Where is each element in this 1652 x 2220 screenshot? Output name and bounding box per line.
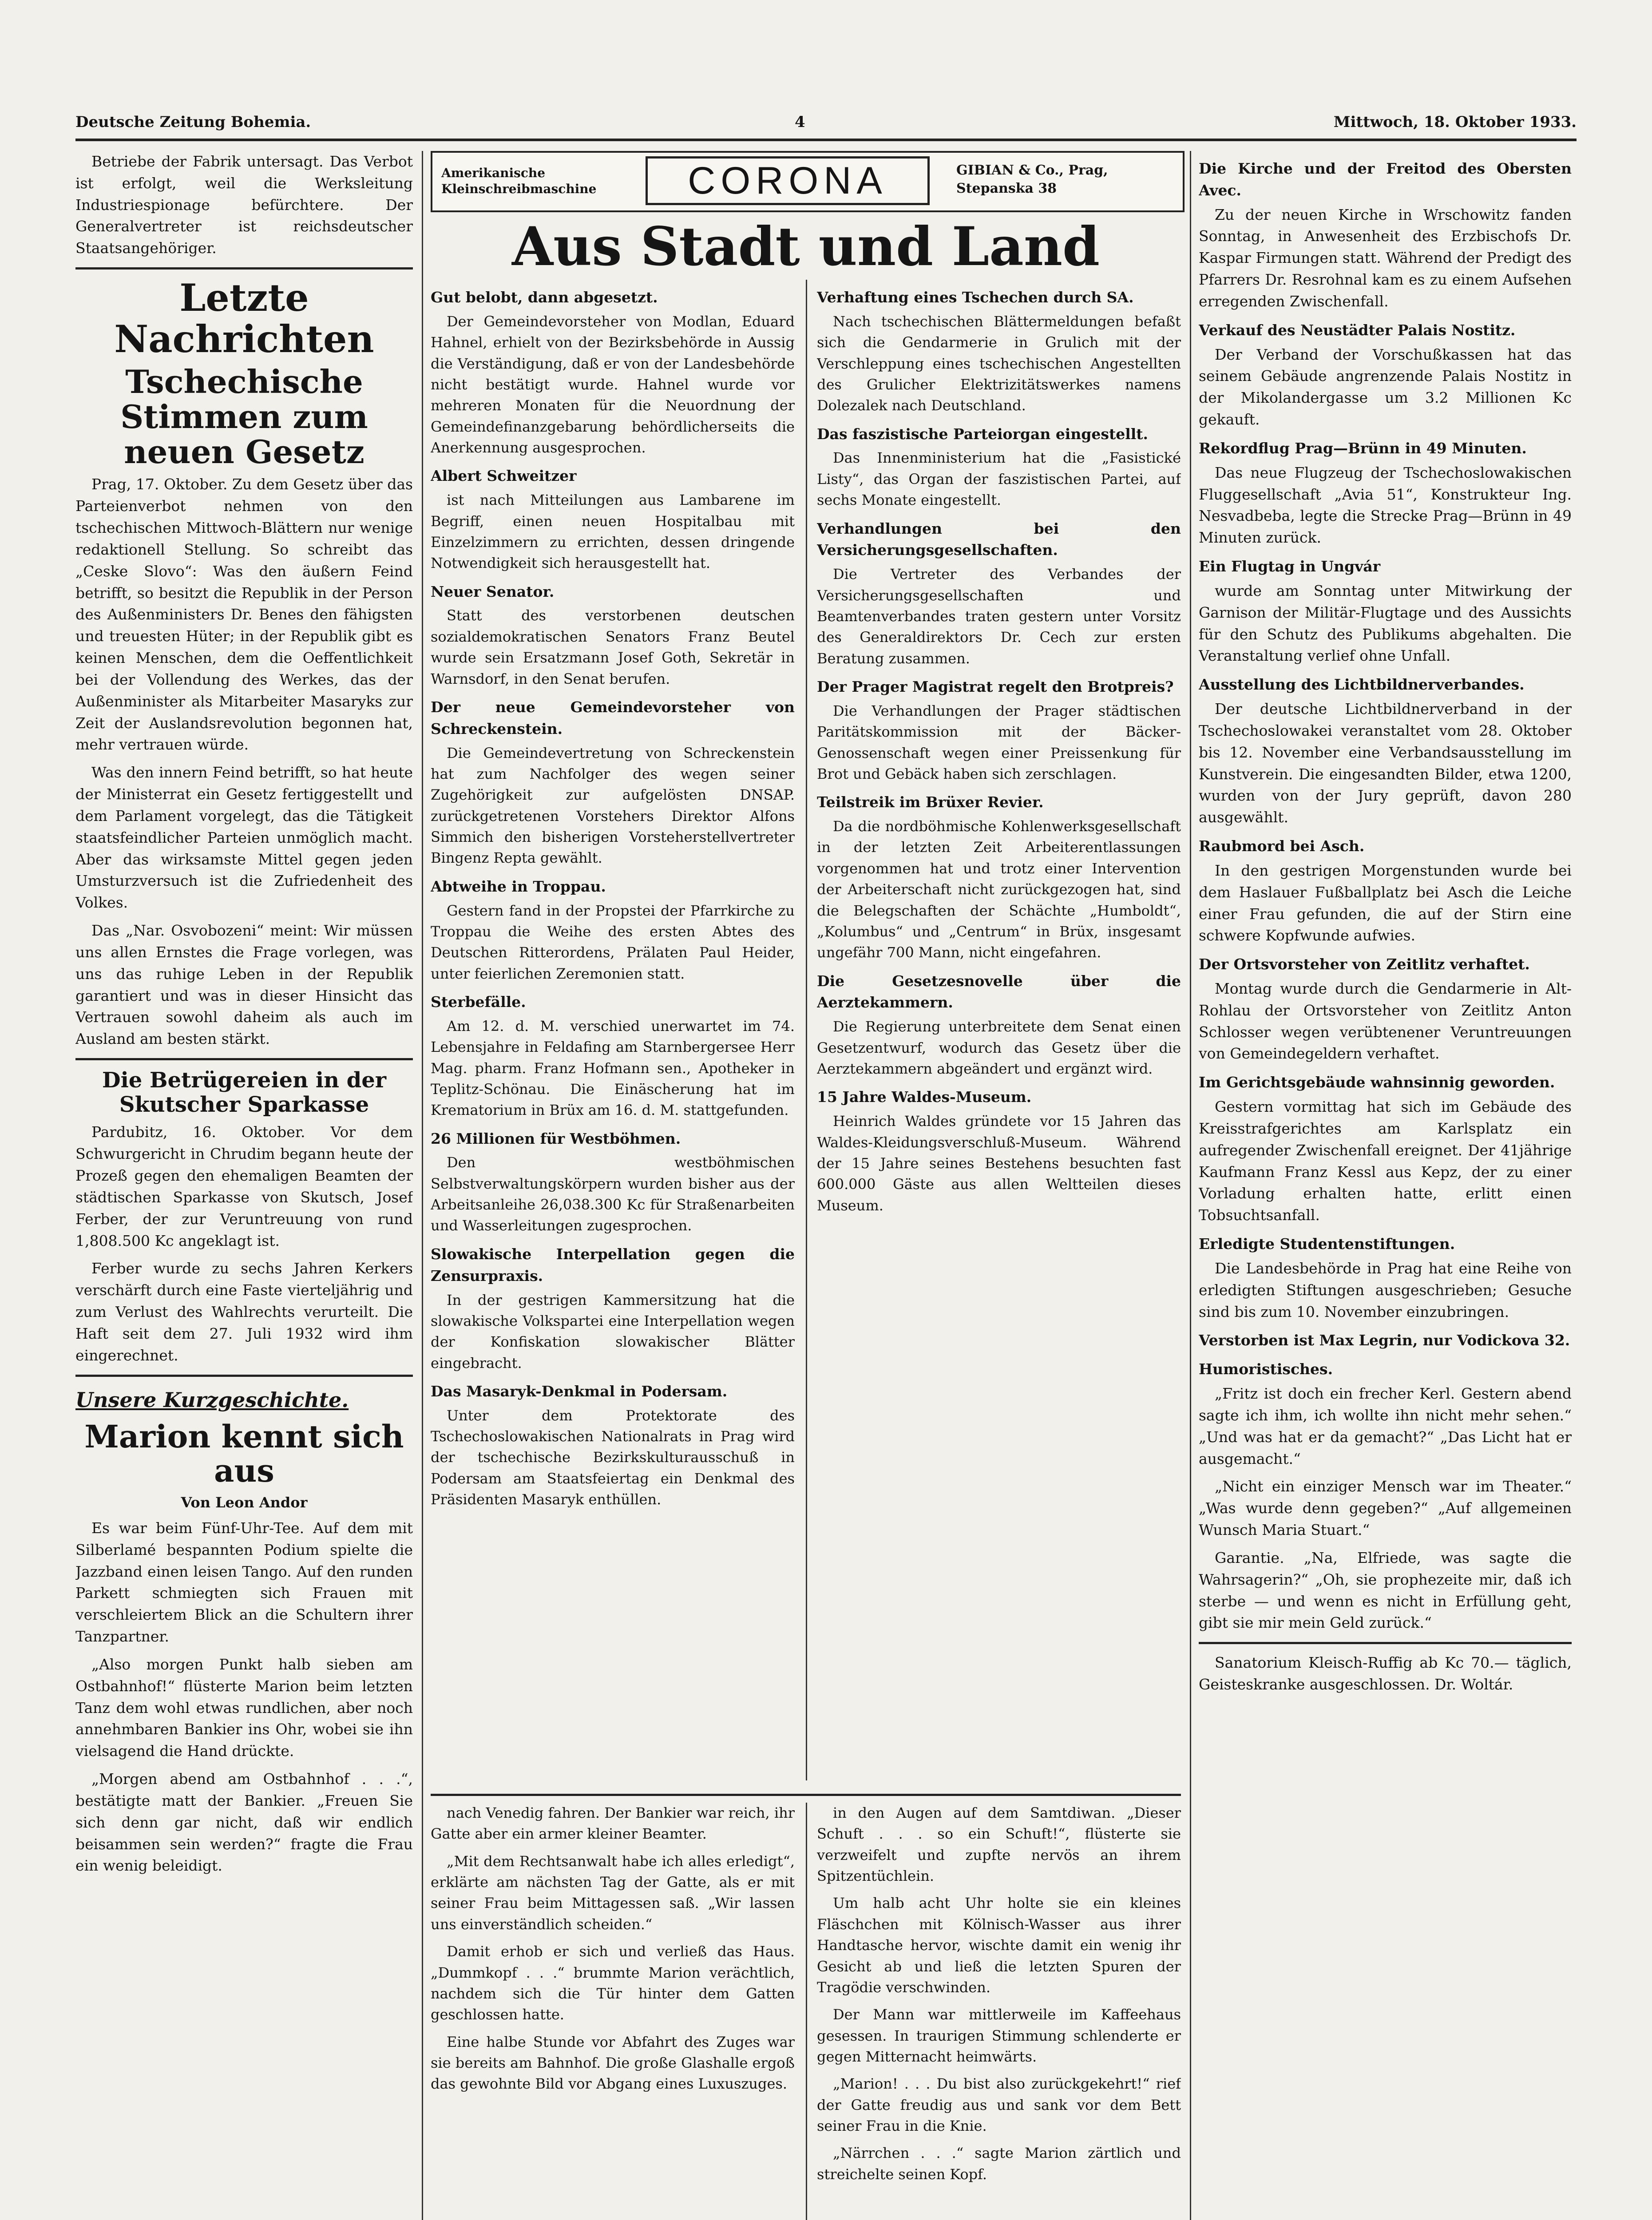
- news-paragraph: In den gestrigen Morgenstunden wurde bei dem Haslauer Fußballplatz bei Asch die Leiche einer Frau gefunden, die auf der Stirn eine schwere Kopfwunde aufwies.: [1199, 861, 1572, 944]
- news-heading: 26 Millionen für Westböhmen.: [431, 1130, 681, 1147]
- news-paragraph: Statt des verstorbenen deutschen sozialdemokratischen Senators Franz Beutel wurde sein Ersatzmann Josef Goth, Sekretär in Warnsdorf, in den Senat berufen.: [431, 607, 795, 687]
- joke-paragraph: „Nicht ein einziger Mensch war im Theater.“ „Was wurde denn gegeben?“ „Auf allgemeinen Wunsch Maria Stuart.“: [1199, 1478, 1572, 1539]
- news-paragraph: Gestern vormittag hat sich im Gebäude des Kreisstrafgerichtes am Karlsplatz ein aufregender Zwischenfall ereignet. Der 41jährige Kaufmann Franz Kessl aus Kepz, der zu einer Vorladung erhalten hatte, erlitt einen Tobsuchtsanfall.: [1199, 1098, 1572, 1224]
- news-heading: 15 Jahre Waldes-Museum.: [817, 1088, 1032, 1106]
- news-paragraph: Die Regierung unterbreitete dem Senat einen Gesetzentwurf, wodurch das Gesetz über die Aerztekammern abgeändert und ergänzt wird.: [817, 1018, 1181, 1077]
- news-paragraph: Das neue Flugzeug der Tschechoslowakischen Fluggesellschaft „Avia 51“, Konstrukteur Ing. Nesvadbeba, legte die Strecke Prag—Brünn in 49 Minuten zurück.: [1199, 464, 1572, 547]
- article-paragraph: Ferber wurde zu sechs Jahren Kerkers verschärft durch eine Faste vierteljährig und zum Verlust des Wahlrechts verurteilt. Die Haft seit dem 27. Juli 1932 wird ihm eingerechnet.: [75, 1260, 413, 1364]
- divider: [75, 1375, 413, 1377]
- header-rule: [75, 139, 1577, 141]
- corona-advertisement: [431, 151, 1185, 212]
- news-paragraph: Das Innenministerium hat die „Fasistické Listy“, das Organ der faszistischen Partei, auf sechs Monate eingestellt.: [817, 449, 1181, 509]
- article-paragraph: Was den innern Feind betrifft, so hat heute der Ministerrat ein Gesetz fertiggestellt und dem Parlament vorgelegt, das die Tätigkeit staatsfeindlicher Parteien unmöglich macht. Aber das wirksamste Mittel gegen jeden Umsturzversuch ist die Zufriedenheit des Volkes.: [75, 764, 413, 912]
- article-paragraph: Prag, 17. Oktober. Zu dem Gesetz über das Parteienverbot nehmen von den tschechischen Mittwoch-Blättern nur wenige redaktionell Stellung. So schreibt das „Ceske Slovo“: Was den äußern Feind betrifft, so besitzt die Republik in der Person des Außenministers Dr. Benes den fähigsten und treuesten Hüter; in der Republik gibt es keinen Menschen, dem die Oeffentlichkeit bei der Vollendung des Werkes, das der Außenminister als Mitarbeiter Masaryks zur Zeit der Auslandsrevolution begonnen hat, mehr vertrauen würde.: [75, 476, 413, 753]
- news-heading: Gut belobt, dann abgesetzt.: [431, 289, 658, 306]
- news-heading: Im Gerichtsgebäude wahnsinnig geworden.: [1199, 1074, 1555, 1091]
- news-heading: Neuer Senator.: [431, 583, 555, 600]
- news-paragraph: Der deutsche Lichtbildnerverband in der Tschechoslowakei veranstaltet vom 28. Oktober bis 12. November eine Verbandsausstellung im Kunstverein. Die eingesandten Bilder, etwa 1200, wurden von der Jury geprüft, davon 280 ausgewählt.: [1199, 700, 1572, 826]
- issue-date: Mittwoch, 18. Oktober 1933.: [1333, 113, 1577, 131]
- story-paragraph: „Also morgen Punkt halb sieben am Ostbahnhof!“ flüsterte Marion beim letzten Tanz dem wohl etwas rundlichen, aber noch annehmbaren Bankier ins Ohr, wobei sie ihn vielsagend die Hand drückte.: [75, 1655, 413, 1760]
- news-heading: Albert Schweitzer: [431, 467, 577, 485]
- article-headline: Die Betrügereien in der Skutscher Sparkasse: [102, 1068, 387, 1118]
- ad-brand-logo: CORONA: [646, 156, 930, 205]
- column-rule: [806, 280, 807, 1780]
- middle-section: [431, 151, 1181, 2220]
- divider: [1199, 1642, 1572, 1644]
- middle-column-2: [817, 280, 1181, 1785]
- news-heading: Die Kirche und der Freitod des Obersten Avec.: [1199, 160, 1572, 199]
- news-heading: Der Ortsvorsteher von Zeitlitz verhaftet.: [1199, 955, 1530, 973]
- column-right: [1199, 151, 1572, 2220]
- story-continuation-2: [817, 1803, 1181, 2220]
- news-heading: Der Prager Magistrat regelt den Brotpreis?: [817, 678, 1174, 695]
- ad-dealer: GIBIAN & Co., Prag, Stepanska 38: [956, 163, 1108, 196]
- news-heading: Ausstellung des Lichtbildnerverbandes.: [1199, 676, 1525, 694]
- classified-ad: Sanatorium Kleisch-Ruffig ab Kc 70.— täglich, Geisteskranke ausgeschlossen. Dr. Woltár.: [1199, 1654, 1572, 1693]
- story-paragraph: Damit erhob er sich und verließ das Haus. „Dummkopf . . .“ brummte Marion verächtlich, nachdem sich die Tür hinter dem Gatten geschlossen hatte.: [431, 1943, 795, 2023]
- story-divider: [431, 1794, 1181, 1796]
- news-heading: Der neue Gemeindevorsteher von Schreckenstein.: [431, 698, 795, 737]
- joke-paragraph: „Fritz ist doch ein frecher Kerl. Gestern abend sagte ich ihm, ich wollte ihn nicht mehr sehen.“ „Und was hat er da gemacht?“ „Das Licht hat er ausgemacht.“: [1199, 1385, 1572, 1467]
- story-label: Unsere Kurzgeschichte.: [75, 1388, 349, 1412]
- article-paragraph: Pardubitz, 16. Oktober. Vor dem Schwurgericht in Chrudim begann heute der Prozeß gegen den ehemaligen Beamten der städtischen Sparkasse von Skutsch, Josef Ferber, der zur Veruntreuung von rund 1,808.500 Kc angeklagt ist.: [75, 1123, 413, 1249]
- page-number: 4: [795, 113, 805, 131]
- news-heading: Teilstreik im Brüxer Revier.: [817, 793, 1044, 811]
- story-title: Marion kennt sich aus: [84, 1418, 404, 1489]
- story-continuation-1: [431, 1803, 795, 2220]
- news-paragraph: Der Gemeindevorsteher von Modlan, Eduard Hahnel, erhielt von der Bezirksbehörde in Aussig die Verständigung, daß er von der Landesbehörde nicht bestätigt wurde. Hahnel wurde vor mehreren Monaten für die Neuordnung der Gemeindefinanzgebarung behördlicherseits die Anerkennung ausgesprochen.: [431, 313, 795, 456]
- news-paragraph: Die Gemeindevertretung von Schreckenstein hat zum Nachfolger des wegen seiner Zugehörigkeit zur aufgelösten DNSAP. zurückgetretenen Vorstehers Direktor Alfons Simmich den bisherigen Vorsteherstellvertreter Bingenz Repta gewählt.: [431, 744, 795, 867]
- section-title: Aus Stadt und Land: [511, 215, 1100, 278]
- news-paragraph: wurde am Sonntag unter Mitwirkung der Garnison der Militär-Flugtage und des Aussichts für den Schutz des Publikums abgehalten. Die Veranstaltung verlief ohne Unfall.: [1199, 582, 1572, 665]
- news-heading: Abtweihe in Troppau.: [431, 877, 606, 895]
- news-heading: Slowakische Interpellation gegen die Zensurpraxis.: [431, 1245, 795, 1284]
- news-paragraph: ist nach Mitteilungen aus Lambarene im Begriff, einen neuen Hospitalbau mit Einzelzimmern zu errichten, dessen dringende Notwendigkeit sich herausgestellt hat.: [431, 492, 795, 572]
- column-left: [75, 151, 413, 2220]
- joke-paragraph: Garantie. „Na, Elfriede, was sagte die Wahrsagerin?“ „Oh, sie prophezeite mir, daß ich sterbe — und wenn es nicht in Erfüllung geht, gibt sie mir mein Geld zurück.“: [1199, 1549, 1572, 1632]
- article-paragraph: Das „Nar. Osvobozeni“ meint: Wir müssen uns allen Ernstes die Frage vorlegen, was uns das ruhige Leben in der Republik garantiert und was in dieser Hinsicht das Vertrauen sowohl daheim als auch im Ausland am besten stärkt.: [75, 922, 413, 1048]
- news-paragraph: Da die nordböhmische Kohlenwerksgesellschaft in der letzten Zeit Arbeiterentlassungen vorgenommen hat und trotz einer Intervention der Arbeiterschaft nicht zurückgezogen hat, sind die Belegschaften der Schächte „Humboldt“, „Kolumbus“ und „Centrum“ in Brüx, insgesamt ungefähr 700 Mann, nicht eingefahren.: [817, 818, 1181, 961]
- news-heading: Das faszistische Parteiorgan eingestellt.: [817, 425, 1149, 443]
- news-heading: Ein Flugtag in Ungvár: [1199, 558, 1381, 575]
- divider: [75, 267, 413, 270]
- news-paragraph: Unter dem Protektorate des Tschechoslowakischen Nationalrats in Prag wird der tschechische Bezirkskulturausschuß in Podersam am Staatsfeiertag ein Denkmal des Präsidenten Masaryk enthüllen.: [431, 1407, 795, 1508]
- story-author: Von Leon Andor: [181, 1494, 308, 1511]
- news-paragraph: Die Verhandlungen der Prager städtischen Paritätskommission mit der Bäcker-Genossenschaft wegen einer Preissenkung für Brot und Gebäck haben sich zerschlagen.: [817, 702, 1181, 782]
- story-paragraph: Um halb acht Uhr holte sie ein kleines Fläschchen mit Kölnisch-Wasser aus ihrer Handtasche hervor, wischte damit ein wenig ihr Gesicht ab und ließ die letzten Spuren der Tragödie verschwinden.: [817, 1895, 1181, 1996]
- story-paragraph: „Morgen abend am Ostbahnhof . . .“, bestätigte matt der Bankier. „Freuen Sie sich denn gar nicht, daß wir endlich beisammen sein werden?“ fragte die Frau ein wenig beleidigt.: [75, 1770, 413, 1875]
- news-heading: Verhandlungen bei den Versicherungsgesellschaften.: [817, 519, 1181, 559]
- news-heading: Rekordflug Prag—Brünn in 49 Minuten.: [1199, 439, 1527, 457]
- news-paragraph: Gestern fand in der Propstei der Pfarrkirche zu Troppau die Weihe des ersten Abtes des Deutschen Ritterordens, Prälaten Paul Heider, unter feierlichen Zeremonien statt.: [431, 902, 795, 982]
- news-heading: Humoristisches.: [1199, 1360, 1333, 1378]
- news-heading: Raubmord bei Asch.: [1199, 837, 1365, 855]
- story-paragraph: nach Venedig fahren. Der Bankier war reich, ihr Gatte aber ein armer kleiner Beamter.: [431, 1804, 795, 1843]
- story-paragraph: in den Augen auf dem Samtdiwan. „Dieser Schuft . . . so ein Schuft!“, flüsterte sie verzweifelt und zupfte nervös an ihrem Spitzentüchlein.: [817, 1804, 1181, 1885]
- news-paragraph: Heinrich Waldes gründete vor 15 Jahren das Waldes-Kleidungsverschluß-Museum. Während der 15 Jahre seines Bestehens besuchten fast 600.000 Gäste aus allen Weltteilen dieses Museum.: [817, 1113, 1181, 1214]
- last-news-heading: Letzte Nachrichten: [114, 276, 374, 361]
- news-heading: Verhaftung eines Tschechen durch SA.: [817, 289, 1134, 306]
- story-paragraph: Es war beim Fünf-Uhr-Tee. Auf dem mit Silberlamé bespannten Podium spielte die Jazzband einen leisen Tango. Auf den runden Parkett schmiegten sich Frauen mit verschleiertem Blick an die Schultern ihrer Tanzpartner.: [75, 1519, 413, 1645]
- ad-tagline: Amerikanische Kleinschreibmaschine: [441, 166, 597, 197]
- news-paragraph: Zu der neuen Kirche in Wrschowitz fanden Sonntag, in Anwesenheit des Erzbischofs Dr. Kaspar Firmungen statt. Während der Predigt des Pfarrers Dr. Resrohnal kam es zu einem Aufsehen erregenden Zwischenfall.: [1199, 206, 1572, 310]
- news-paragraph: Am 12. d. M. verschied unerwartet im 74. Lebensjahre in Feldafing am Starnbergersee Herr Mag. pharm. Franz Hofmann sen., Apotheker in Teplitz-Schönau. Die Einäscherung hat im Krematorium in Brüx am 16. d. M. stattgefunden.: [431, 1017, 795, 1119]
- column-rule: [1190, 151, 1191, 2220]
- news-heading: Die Gesetzesnovelle über die Aerztekammern.: [817, 972, 1181, 1011]
- column-rule: [806, 1803, 807, 2220]
- news-paragraph: Die Vertreter des Verbandes der Versicherungsgesellschaften und Beamtenverbandes traten gestern unter Vorsitz des Generaldirektors Dr. Cech zur ersten Beratung zusammen.: [817, 566, 1181, 667]
- news-paragraph: Montag wurde durch die Gendarmerie in Alt-Rohlau der Ortsvorsteher von Zeitlitz Anton Schlosser wegen verübtenener Veruntreuungen von Gemeindegeldern verhaftet.: [1199, 979, 1572, 1062]
- main-headline: Tschechische Stimmen zum neuen Gesetz: [120, 362, 368, 471]
- story-paragraph: „Mit dem Rechtsanwalt habe ich alles erledigt“, erklärte am nächsten Tag der Gatte, als er mit seiner Frau beim Mittagessen saß. „Wir lassen uns einverständlich scheiden.“: [431, 1852, 795, 1933]
- page-header: [75, 113, 1577, 140]
- news-heading: Erledigte Studentenstiftungen.: [1199, 1235, 1455, 1253]
- intro-paragraph: Betriebe der Fabrik untersagt. Das Verbot ist erfolgt, weil die Werksleitung Industriespionage befürchtere. Der Generalvertreter ist reichsdeutscher Staatsangehöriger.: [75, 153, 413, 257]
- story-paragraph: Der Mann war mittlerweile im Kaffeehaus gesessen. In traurigen Stimmung schlenderte er gegen Mitternacht heimwärts.: [817, 2006, 1181, 2065]
- story-paragraph: „Marion! . . . Du bist also zurückgekehrt!“ rief der Gatte freudig aus und sank vor dem Bett seiner Frau in die Knie.: [817, 2075, 1181, 2135]
- news-paragraph: Die Landesbehörde in Prag hat eine Reihe von erledigten Stiftungen ausgeschrieben; Gesuche sind bis zum 10. November einzubringen.: [1199, 1259, 1572, 1320]
- story-paragraph: Eine halbe Stunde vor Abfahrt des Zuges war sie bereits am Bahnhof. Die große Glashalle ergoß das gewohnte Bild vor Abgang eines Luxuszuges.: [431, 2033, 795, 2093]
- newspaper-name: Deutsche Zeitung Bohemia.: [75, 113, 311, 131]
- story-paragraph: „Närrchen . . .“ sagte Marion zärtlich und streichelte seinen Kopf.: [817, 2145, 1181, 2183]
- news-heading: Das Masaryk-Denkmal in Podersam.: [431, 1382, 728, 1400]
- news-paragraph: In der gestrigen Kammersitzung hat die slowakische Volkspartei eine Interpellation wegen der Konfiskation slowakischer Blätter eingebracht.: [431, 1291, 795, 1372]
- news-heading: Verkauf des Neustädter Palais Nostitz.: [1199, 321, 1516, 339]
- news-paragraph: Der Verband der Vorschußkassen hat das seinem Gebäude angrenzende Palais Nostitz in der Mikolandergasse um 3.2 Millionen Kc gekauft.: [1199, 345, 1572, 428]
- column-rule: [422, 151, 423, 2220]
- divider: [75, 1058, 413, 1060]
- news-paragraph: Den westböhmischen Selbstverwaltungskörpern wurden bisher aus der Arbeitsanleihe 26,038.300 Kc für Straßenarbeiten und Wasserleitungen zugesprochen.: [431, 1154, 795, 1234]
- middle-column-1: [431, 280, 795, 1785]
- news-paragraph: Nach tschechischen Blättermeldungen befaßt sich die Gendarmerie in Grulich mit der Verschleppung eines tschechischen Angestellten des Grulicher Elektrizitätswerkes namens Dolezalek nach Deutschland.: [817, 313, 1181, 414]
- news-heading: Verstorben ist Max Legrin, nur Vodickova 32.: [1199, 1332, 1570, 1349]
- news-heading: Sterbefälle.: [431, 993, 526, 1011]
